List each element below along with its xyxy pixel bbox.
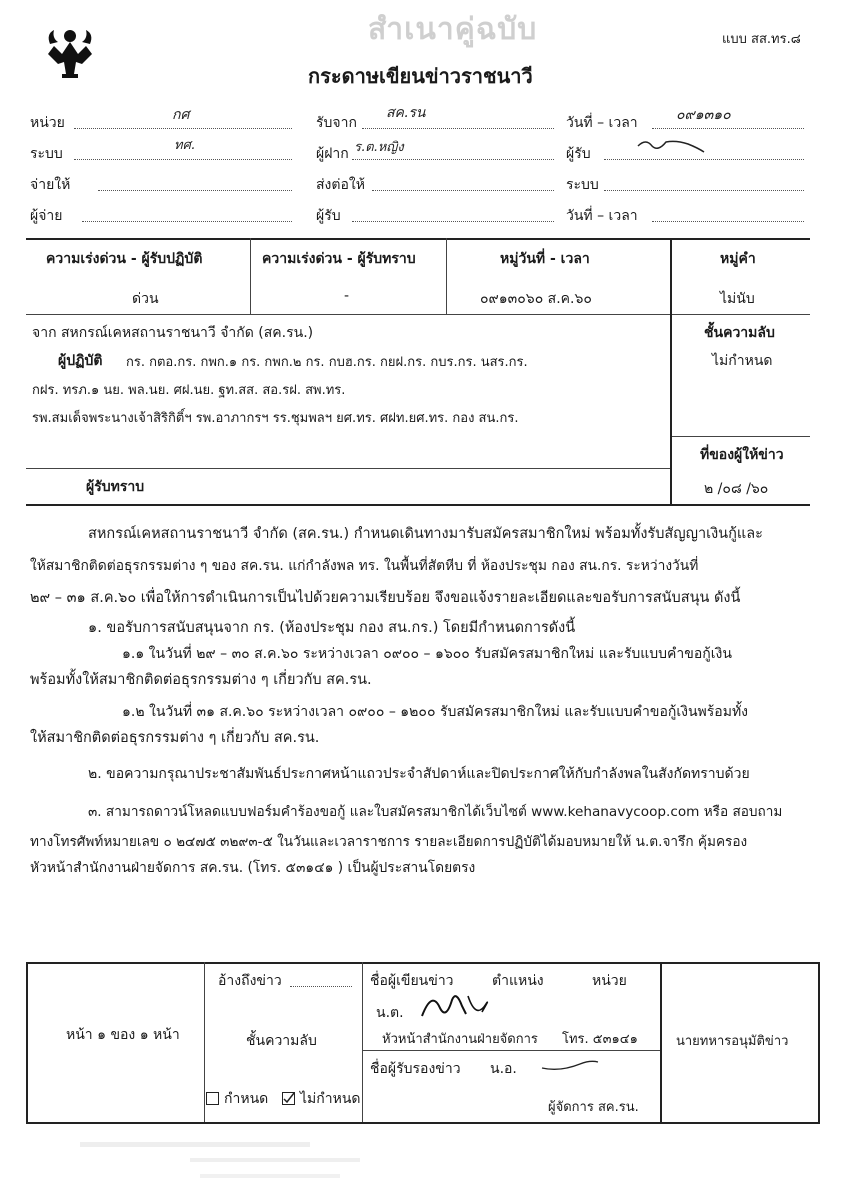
certifier-label: ชื่อผู้รับรองข่าว (370, 1061, 461, 1077)
unit-label: หน่วย (30, 115, 65, 131)
col-urgency-action-header: ความเร่งด่วน - ผู้รับปฏิบัติ (46, 251, 203, 267)
item-1-1-line-1: ๑.๑ ในวันที่ ๒๙ – ๓๐ ส.ค.๖๐ ระหว่างเวลา ๐๙๐๐ – ๑๖๐๐ รับสมัครสมาชิกใหม่ และรับแบบคำขอกู้เงิน (122, 646, 732, 662)
unit-header-label: หน่วย (592, 973, 627, 989)
item-1: ๑. ขอรับการสนับสนุนจาก กร. (ห้องประชุม กอง สน.กร.) โดยมีกำหนดการดังนี้ (88, 620, 576, 636)
system-value: ทศ. (174, 138, 195, 153)
checkbox-undefined[interactable] (282, 1092, 295, 1105)
paragraph-1-line-2: ให้สมาชิกติดต่อธุรกรรมต่าง ๆ ของ สค.รน. แก่กำลังพล ทร. ในพื้นที่สัตหีบ ที่ ห้องประชุม กอง สน.กร. ระหว่างวันที่ (30, 558, 699, 574)
item-3-line-1: ๓. สามารถดาวน์โหลดแบบฟอร์มคำร้องขอกู้ และใบสมัครสมาชิกได้เว็บไซต์ www.kehanavycoop.com หรือ สอบถาม (88, 804, 783, 820)
system2-label: ระบบ (566, 177, 599, 193)
pay-to-label: จ่ายให้ (30, 177, 71, 193)
payer-label: ผู้จ่าย (30, 208, 63, 224)
form-code: แบบ สส.ทร.๘ (722, 32, 801, 47)
received-from-label: รับจาก (316, 115, 357, 131)
date-time-group-value: ๐๙๑๓๐๖๐ ส.ค.๖๐ (480, 291, 592, 307)
col-word-count-header: หมู่คำ (720, 251, 756, 267)
action-addressees-line3: รพ.สมเด็จพระนางเจ้าสิริกิติ์ฯ รพ.อาภากรฯ รร.ชุมพลฯ ยศ.ทร. ศฝท.ยศ.ทร. กอง สน.กร. (32, 411, 519, 426)
footer-secrecy-label: ชั้นความลับ (246, 1033, 317, 1049)
writer-signature (416, 986, 496, 1026)
paragraph-1-line-1: สหกรณ์เคหสถานราชนาวี จำกัด (สค.รน.) กำหนดเดินทางมารับสมัครสมาชิกใหม่ พร้อมทั้งรับสัญญาเงินกู้และ (88, 526, 763, 542)
approver-label: นายทหารอนุมัติข่าว (676, 1034, 789, 1049)
col-urgency-info-header: ความเร่งด่วน - ผู้รับทราบ (262, 251, 416, 267)
received-from-value: สค.รน (386, 105, 426, 121)
receiver2-label: ผู้รับ (316, 208, 341, 224)
date-time-value: ๐๙๑๓๑๐ (676, 107, 731, 123)
originator-ref-value: ๒ /๐๘ /๖๐ (704, 481, 769, 497)
checkbox-undefined-label: ไม่กำหนด (300, 1091, 361, 1107)
page-count: หน้า ๑ ของ ๑ หน้า (66, 1027, 180, 1043)
writer-position: หัวหน้าสำนักงานฝ่ายจัดการ (382, 1032, 538, 1047)
depositor-value: ร.ต.หญิง (354, 140, 404, 155)
word-count-value: ไม่นับ (720, 291, 755, 307)
paragraph-1-line-3: ๒๙ – ๓๑ ส.ค.๖๐ เพื่อให้การดำเนินการเป็นไปด้วยความเรียบร้อย จึงขอแจ้งรายละเอียดและขอรับการสนับสนุน ดังนี้ (30, 590, 741, 606)
date-time-label: วันที่ – เวลา (566, 115, 638, 131)
secrecy-value: ไม่กำหนด (712, 353, 773, 369)
checkbox-defined[interactable] (206, 1092, 219, 1105)
system-label: ระบบ (30, 146, 63, 162)
secrecy-header: ชั้นความลับ (704, 325, 775, 341)
col-date-time-group-header: หมู่วันที่ - เวลา (500, 251, 590, 267)
checkbox-defined-label: กำหนด (224, 1091, 269, 1107)
item-3-line-3: หัวหน้าสำนักงานฝ่ายจัดการ สค.รน. (โทร. ๕๓๑๔๑ ) เป็นผู้ประสานโดยตรง (30, 860, 476, 876)
bleed-through-text (80, 1138, 380, 1188)
item-3-line-2: ทางโทรศัพท์หมายเลข ๐ ๒๔๗๕ ๓๒๙๓-๕ ในวันและเวลาราชการ รายละเอียดการปฏิบัติได้มอบหมายให้ น.ต.จารึก คุ้มครอง (30, 834, 748, 850)
originator-ref-header: ที่ของผู้ให้ข่าว (700, 447, 784, 463)
writer-rank: น.ต. (376, 1005, 404, 1021)
action-addressees-line1: กร. กตอ.กร. กพก.๑ กร. กพก.๒ กร. กบฮ.กร. กยฝ.กร. กบร.กร. นสร.กร. (126, 355, 528, 370)
certifier-rank: น.อ. (490, 1061, 517, 1077)
item-1-1-line-2: พร้อมทั้งให้สมาชิกติดต่อธุรกรรมต่าง ๆ เกี่ยวกับ สค.รน. (30, 672, 372, 688)
from-line: จาก สหกรณ์เคหสถานราชนาวี จำกัด (สค.รน.) (32, 325, 314, 341)
depositor-label: ผู้ฝาก (316, 146, 349, 162)
date-time2-label: วันที่ – เวลา (566, 208, 638, 224)
writer-name-label: ชื่อผู้เขียนข่าว (370, 973, 454, 989)
reference-label: อ้างถึงข่าว (218, 973, 282, 989)
urgency-action-value: ด่วน (132, 291, 159, 307)
forward-to-label: ส่งต่อให้ (316, 177, 365, 193)
certifier-signature (540, 1056, 600, 1076)
writer-phone: โทร. ๕๓๑๔๑ (562, 1032, 638, 1047)
info-addressees-label: ผู้รับทราบ (86, 479, 145, 495)
item-2: ๒. ขอความกรุณาประชาสัมพันธ์ประกาศหน้าแถวประจำสัปดาห์และปิดประกาศให้กับกำลังพลในสังกัดทราบด้วย (88, 766, 750, 782)
receiver-label: ผู้รับ (566, 146, 591, 162)
garuda-emblem-icon (44, 24, 96, 80)
urgency-info-value: - (344, 288, 350, 304)
action-addressees-label: ผู้ปฏิบัติ (58, 353, 103, 369)
document-title: กระดาษเขียนข่าวราชนาวี (308, 64, 533, 88)
certifier-position: ผู้จัดการ สค.รน. (548, 1100, 639, 1115)
receiver-signature (636, 134, 706, 156)
faded-stamp: สำเนาคู่ฉบับ (368, 12, 538, 47)
unit-value: กศ (172, 107, 190, 123)
item-1-2-line-2: ให้สมาชิกติดต่อธุรกรรมต่าง ๆ เกี่ยวกับ สค.รน. (30, 730, 320, 746)
item-1-2-line-1: ๑.๒ ในวันที่ ๓๑ ส.ค.๖๐ ระหว่างเวลา ๐๙๐๐ – ๑๒๐๐ รับสมัครสมาชิกใหม่ และรับแบบคำขอกู้เงินพร้อมทั้ง (122, 704, 749, 720)
action-addressees-line2: กฝร. ทรภ.๑ นย. พล.นย. ศฝ.นย. ฐท.สส. สอ.รฝ. สพ.ทร. (32, 383, 346, 398)
position-label: ตำแหน่ง (492, 973, 544, 989)
